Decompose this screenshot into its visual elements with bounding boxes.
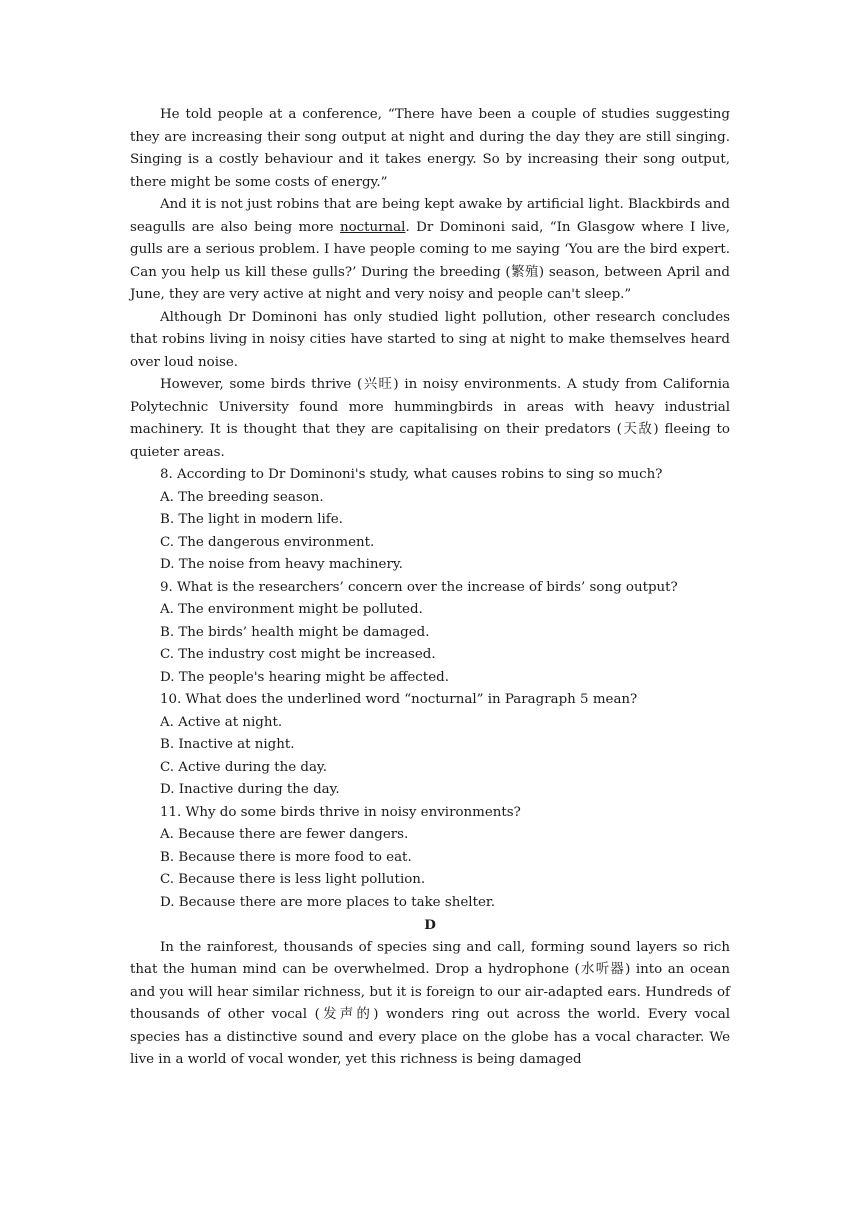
option-b: B. The light in modern life. (160, 512, 343, 527)
option-d: D. The people's hearing might be affected. (160, 669, 449, 685)
option-d: D. Inactive during the day. (160, 782, 340, 797)
option-a: A. The breeding season. (160, 489, 324, 505)
question-stem: 11. Why do some birds thrive in noisy environments? (160, 804, 521, 820)
option-a: A. The environment might be polluted. (160, 602, 423, 617)
underlined-word: nocturnal (339, 219, 406, 235)
paragraph-conference-quote: He told people at a conference, “There have been a couple of studies suggesting they are increasing their song output at night and during the day they are still singing. Singing is a costly behaviour and it takes energy. So by increasing their song output, there might be some costs of energy.” (130, 107, 730, 190)
paragraph-text-before: And it is not just robins that are being kept awake by artificial light. Blackbirds and seagulls are also being more (130, 197, 730, 235)
question-stem: 10. What does the underlined word “nocturnal” in Paragraph 5 mean? (160, 692, 638, 707)
question-11 (130, 802, 730, 915)
option-c: C. Active during the day. (160, 759, 327, 775)
question-9 (130, 577, 730, 690)
paragraph-text-after: . Dr Dominoni said, “In Glasgow where I live, gulls are a serious problem. I have people coming to me saying ‘You are the bird expert. Can you help us kill these gulls?’ During the breeding (繁殖) season, between April and June, they are very active at night and very noisy and people can't sleep.” (130, 219, 730, 302)
question-stem: 8. According to Dr Dominoni's study, what causes robins to sing so much? (160, 467, 663, 482)
option-c: C. The industry cost might be increased. (160, 647, 436, 662)
option-b: B. Because there is more food to eat. (160, 849, 412, 865)
option-b: B. Inactive at night. (160, 737, 295, 752)
option-c: C. Because there is less light pollution. (160, 872, 426, 887)
section-heading: D (424, 917, 436, 933)
paragraph-light-pollution: Although Dr Dominoni has only studied light pollution, other research concludes that robins living in noisy cities have started to sing at night to make themselves heard over loud noise. (130, 309, 730, 370)
option-d: D. The noise from heavy machinery. (160, 557, 403, 572)
question-stem: 9. What is the researchers’ concern over the increase of birds’ song output? (160, 579, 678, 595)
option-c: C. The dangerous environment. (160, 534, 375, 550)
question-8 (130, 464, 730, 577)
option-d: D. Because there are more places to take shelter. (160, 894, 496, 910)
option-b: B. The birds’ health might be damaged. (160, 624, 430, 640)
paragraph-hummingbirds: However, some birds thrive (兴旺) in noisy environments. A study from California Polytechnic University found more hummingbirds in areas with heavy industrial machinery. It is thought that they are capitalising on their predators (天敌) fleeing to quieter areas. (130, 377, 730, 460)
document-page (130, 104, 730, 1072)
paragraph-nocturnal-birds (130, 194, 730, 307)
option-a: A. Because there are fewer dangers. (160, 827, 409, 842)
question-10 (130, 689, 730, 802)
paragraph-vocal-wonder: In the rainforest, thousands of species sing and call, forming sound layers so rich that the human mind can be overwhelmed. Drop a hydrophone (水听器) into an ocean and you will hear similar richness, but it is foreign to our air-adapted ears. Hundreds of thousands of other vocal (发声的) wonders ring out across the world. Every vocal species has a distinctive sound and every place on the globe has a vocal character. We live in a world of vocal wonder, yet this richness is being damaged (130, 939, 730, 1067)
option-a: A. Active at night. (160, 714, 283, 730)
